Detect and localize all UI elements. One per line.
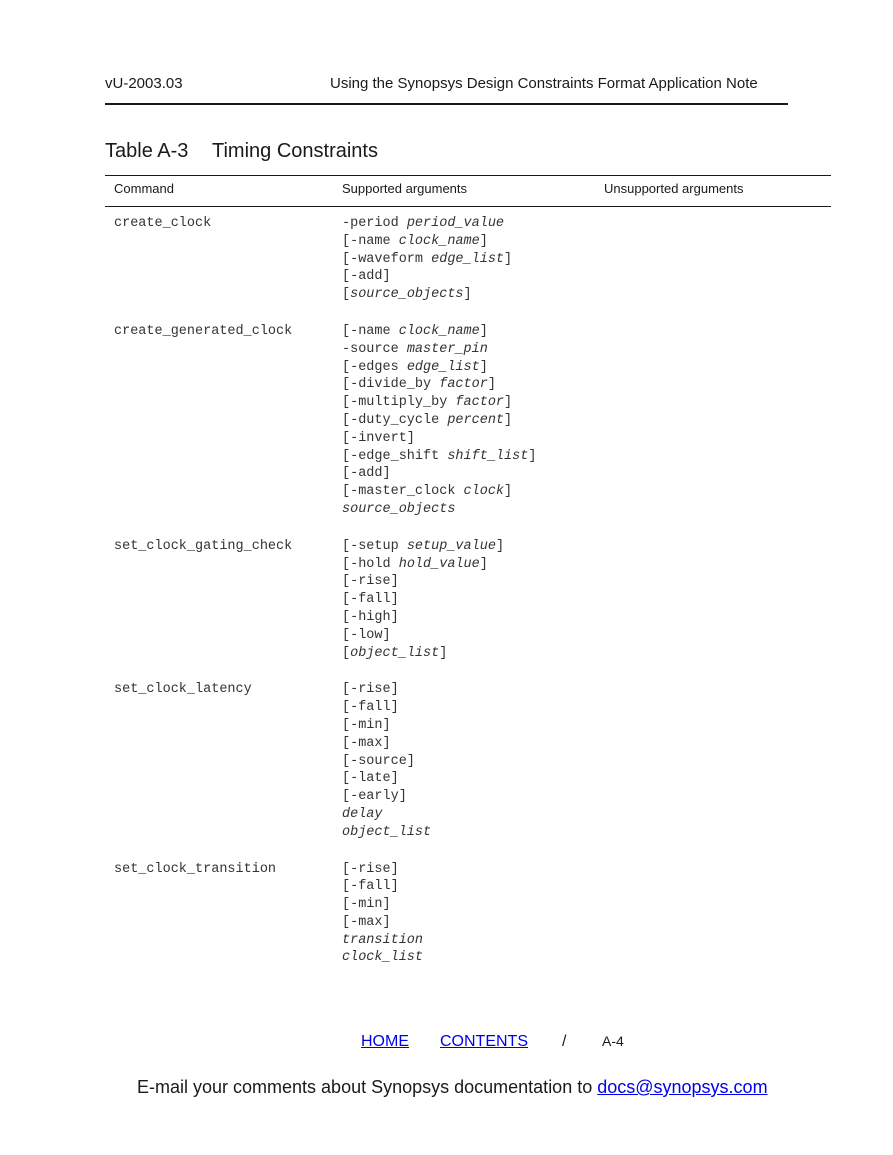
argument-line <box>342 448 893 466</box>
argument-token: ] <box>479 359 488 375</box>
table-body <box>0 215 893 986</box>
argument-line <box>342 591 893 609</box>
column-header-command: Command <box>114 181 174 196</box>
argument-token: [-edge_shift <box>342 448 448 464</box>
argument-token: [-low] <box>342 627 391 643</box>
argument-line <box>342 215 893 233</box>
argument-token: [-max] <box>342 735 391 751</box>
argument-line <box>342 359 893 377</box>
argument-token: [-waveform <box>342 251 432 267</box>
argument-line <box>342 735 893 753</box>
argument-placeholder: clock_name <box>398 323 480 339</box>
argument-line <box>342 699 893 717</box>
table-header-rule <box>105 206 831 207</box>
argument-line <box>342 609 893 627</box>
argument-placeholder: clock <box>463 484 505 500</box>
argument-line <box>342 824 893 842</box>
argument-line <box>342 501 893 519</box>
argument-placeholder: object_list <box>350 645 440 661</box>
argument-token: ] <box>495 538 505 554</box>
argument-token: ] <box>504 484 513 500</box>
argument-placeholder: edge_list <box>431 251 505 267</box>
argument-token: [-high] <box>342 609 399 625</box>
argument-token: [-source] <box>342 753 415 769</box>
argument-token: [ <box>342 287 351 303</box>
feedback-text: E-mail your comments about Synopsys documentation to <box>137 1077 598 1097</box>
argument-line <box>342 681 893 699</box>
argument-token: [-invert] <box>342 430 415 446</box>
argument-line <box>342 268 893 286</box>
argument-placeholder: delay <box>342 806 383 822</box>
argument-placeholder: source_objects <box>342 501 456 517</box>
argument-line <box>342 573 893 591</box>
supported-arguments <box>342 861 893 968</box>
argument-placeholder: factor <box>455 395 505 411</box>
argument-placeholder: setup_value <box>406 538 496 554</box>
argument-placeholder: percent <box>447 412 505 428</box>
table-caption <box>105 140 378 163</box>
argument-line <box>342 861 893 879</box>
argument-line <box>342 932 893 950</box>
argument-token: [-add] <box>342 466 391 482</box>
argument-placeholder: object_list <box>342 824 432 840</box>
argument-token: [-name <box>342 323 399 339</box>
argument-line <box>342 949 893 967</box>
argument-token: ] <box>504 395 513 411</box>
argument-line <box>342 538 893 556</box>
command-name: set_clock_gating_check <box>114 538 293 554</box>
argument-token: [-fall] <box>342 592 399 608</box>
argument-token: -source <box>342 341 407 357</box>
table-row <box>0 323 893 519</box>
supported-arguments <box>342 323 893 519</box>
running-header-version: vU-2003.03 <box>105 75 183 92</box>
argument-line <box>342 286 893 304</box>
argument-token: [-hold <box>342 556 399 572</box>
command-name: set_clock_transition <box>114 861 277 877</box>
argument-line <box>342 753 893 771</box>
argument-line <box>342 394 893 412</box>
argument-line <box>342 483 893 501</box>
contents-link[interactable]: CONTENTS <box>440 1033 528 1050</box>
argument-token: ] <box>528 448 537 464</box>
argument-line <box>342 323 893 341</box>
argument-line <box>342 341 893 359</box>
argument-line <box>342 717 893 735</box>
table-row <box>0 215 893 304</box>
argument-line <box>342 627 893 645</box>
argument-placeholder: source_objects <box>350 287 464 303</box>
column-header-unsupported: Unsupported arguments <box>604 181 744 196</box>
argument-token: ] <box>479 233 488 249</box>
argument-placeholder: master_pin <box>406 341 488 357</box>
argument-token: [-fall] <box>342 879 399 895</box>
argument-line <box>342 412 893 430</box>
table-top-rule <box>105 175 831 176</box>
supported-arguments <box>342 215 893 304</box>
argument-placeholder: factor <box>439 377 488 393</box>
argument-token: [-max] <box>342 914 391 930</box>
argument-line <box>342 806 893 824</box>
argument-token: ] <box>463 287 472 303</box>
argument-token: ] <box>487 377 496 393</box>
argument-line <box>342 430 893 448</box>
argument-token: [-rise] <box>342 861 399 877</box>
table-title: Timing Constraints <box>212 140 378 162</box>
argument-token: [-min] <box>342 897 391 913</box>
argument-token: [-add] <box>342 269 391 285</box>
column-header-supported: Supported arguments <box>342 181 468 196</box>
argument-token: -period <box>342 216 407 231</box>
argument-line <box>342 770 893 788</box>
argument-line <box>342 896 893 914</box>
table-row <box>0 861 893 968</box>
page-number: A-4 <box>602 1033 624 1049</box>
table-row <box>0 538 893 663</box>
header-rule <box>105 103 788 105</box>
argument-token: ] <box>479 323 488 339</box>
argument-token: [-fall] <box>342 700 399 716</box>
argument-token: [ <box>342 645 351 661</box>
command-name: create_clock <box>114 216 212 231</box>
argument-token: [-rise] <box>342 574 399 590</box>
argument-token: [-master_clock <box>342 484 464 500</box>
argument-line <box>342 376 893 394</box>
argument-token: [-early] <box>342 789 407 805</box>
argument-token: [-divide_by <box>342 377 440 393</box>
argument-placeholder: period_value <box>406 216 505 231</box>
argument-placeholder: edge_list <box>406 359 480 375</box>
argument-placeholder: transition <box>342 932 424 948</box>
argument-line <box>342 878 893 896</box>
argument-token: [-min] <box>342 717 391 733</box>
nav-separator: / <box>562 1033 567 1050</box>
argument-token: [-multiply_by <box>342 395 456 411</box>
email-link[interactable]: docs@synopsys.com <box>597 1077 768 1097</box>
argument-token: [-late] <box>342 771 399 787</box>
argument-placeholder: hold_value <box>398 556 480 572</box>
argument-line <box>342 556 893 574</box>
argument-line <box>342 233 893 251</box>
argument-token: [-duty_cycle <box>342 412 448 428</box>
home-link[interactable]: HOME <box>361 1033 409 1050</box>
argument-line <box>342 788 893 806</box>
argument-placeholder: shift_list <box>447 448 529 464</box>
argument-line <box>342 914 893 932</box>
table-row <box>0 681 893 841</box>
argument-token: [-rise] <box>342 682 399 698</box>
argument-token: ] <box>479 556 488 572</box>
argument-token: ] <box>439 645 448 661</box>
running-header-title: Using the Synopsys Design Constraints Format Application Note <box>330 75 758 92</box>
argument-line <box>342 465 893 483</box>
argument-token: [-setup <box>342 538 407 554</box>
table-number: Table A-3 <box>105 140 189 162</box>
command-name: create_generated_clock <box>114 323 293 339</box>
argument-placeholder: clock_name <box>398 233 480 249</box>
feedback-line <box>137 1077 768 1098</box>
argument-token: [-edges <box>342 359 407 375</box>
argument-token: [-name <box>342 233 399 249</box>
supported-arguments <box>342 538 893 663</box>
command-name: set_clock_latency <box>114 682 252 698</box>
argument-token: ] <box>504 251 513 267</box>
supported-arguments <box>342 681 893 841</box>
argument-line <box>342 645 893 663</box>
argument-placeholder: clock_list <box>342 950 424 966</box>
argument-line <box>342 251 893 269</box>
argument-token: ] <box>504 412 513 428</box>
